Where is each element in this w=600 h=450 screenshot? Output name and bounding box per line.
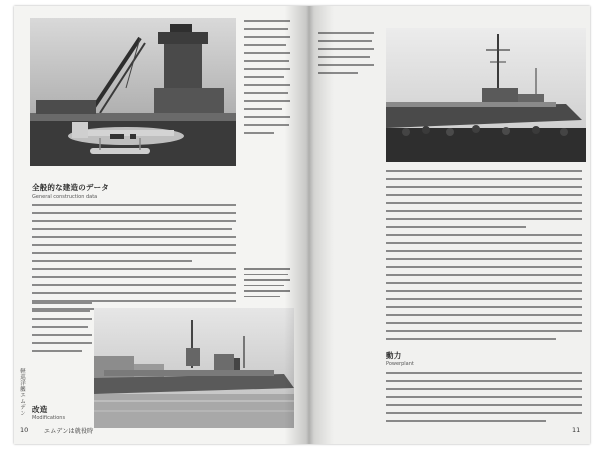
modifications-first-line: エムデンは就役時 bbox=[44, 428, 94, 435]
left-page bbox=[14, 6, 306, 444]
powerplant-body-text bbox=[386, 372, 582, 428]
right-page bbox=[306, 6, 590, 444]
section-subheading-powerplant: Powerplant bbox=[386, 361, 414, 367]
left-top-text-column bbox=[244, 20, 290, 140]
page-number-right: 11 bbox=[572, 426, 581, 434]
construction-body-text-2 bbox=[32, 302, 92, 358]
section-subheading-construction: General construction data bbox=[32, 194, 98, 200]
departing-ship-photo-art bbox=[386, 28, 586, 162]
right-caption-left-page bbox=[244, 268, 290, 301]
harbor-ship-photo bbox=[94, 308, 294, 428]
departing-ship-photo bbox=[386, 28, 586, 162]
seaplane-photo-art bbox=[30, 18, 236, 166]
harbor-ship-photo-art bbox=[94, 308, 294, 428]
section-heading-powerplant: 動力 bbox=[386, 351, 402, 360]
book-spread bbox=[14, 6, 590, 444]
seaplane-photo bbox=[30, 18, 236, 166]
section-subheading-modifications: Modifications bbox=[32, 415, 66, 421]
section-heading-construction: 全般的な建造のデータ bbox=[32, 183, 109, 192]
section-heading-modifications: 改造 bbox=[32, 405, 48, 414]
page-number-left: 10 bbox=[20, 426, 29, 434]
right-body-text bbox=[386, 170, 582, 346]
construction-body-text bbox=[32, 204, 236, 316]
right-top-text-column bbox=[318, 32, 374, 80]
running-head: 軽巡洋艦エムデン bbox=[19, 368, 25, 416]
